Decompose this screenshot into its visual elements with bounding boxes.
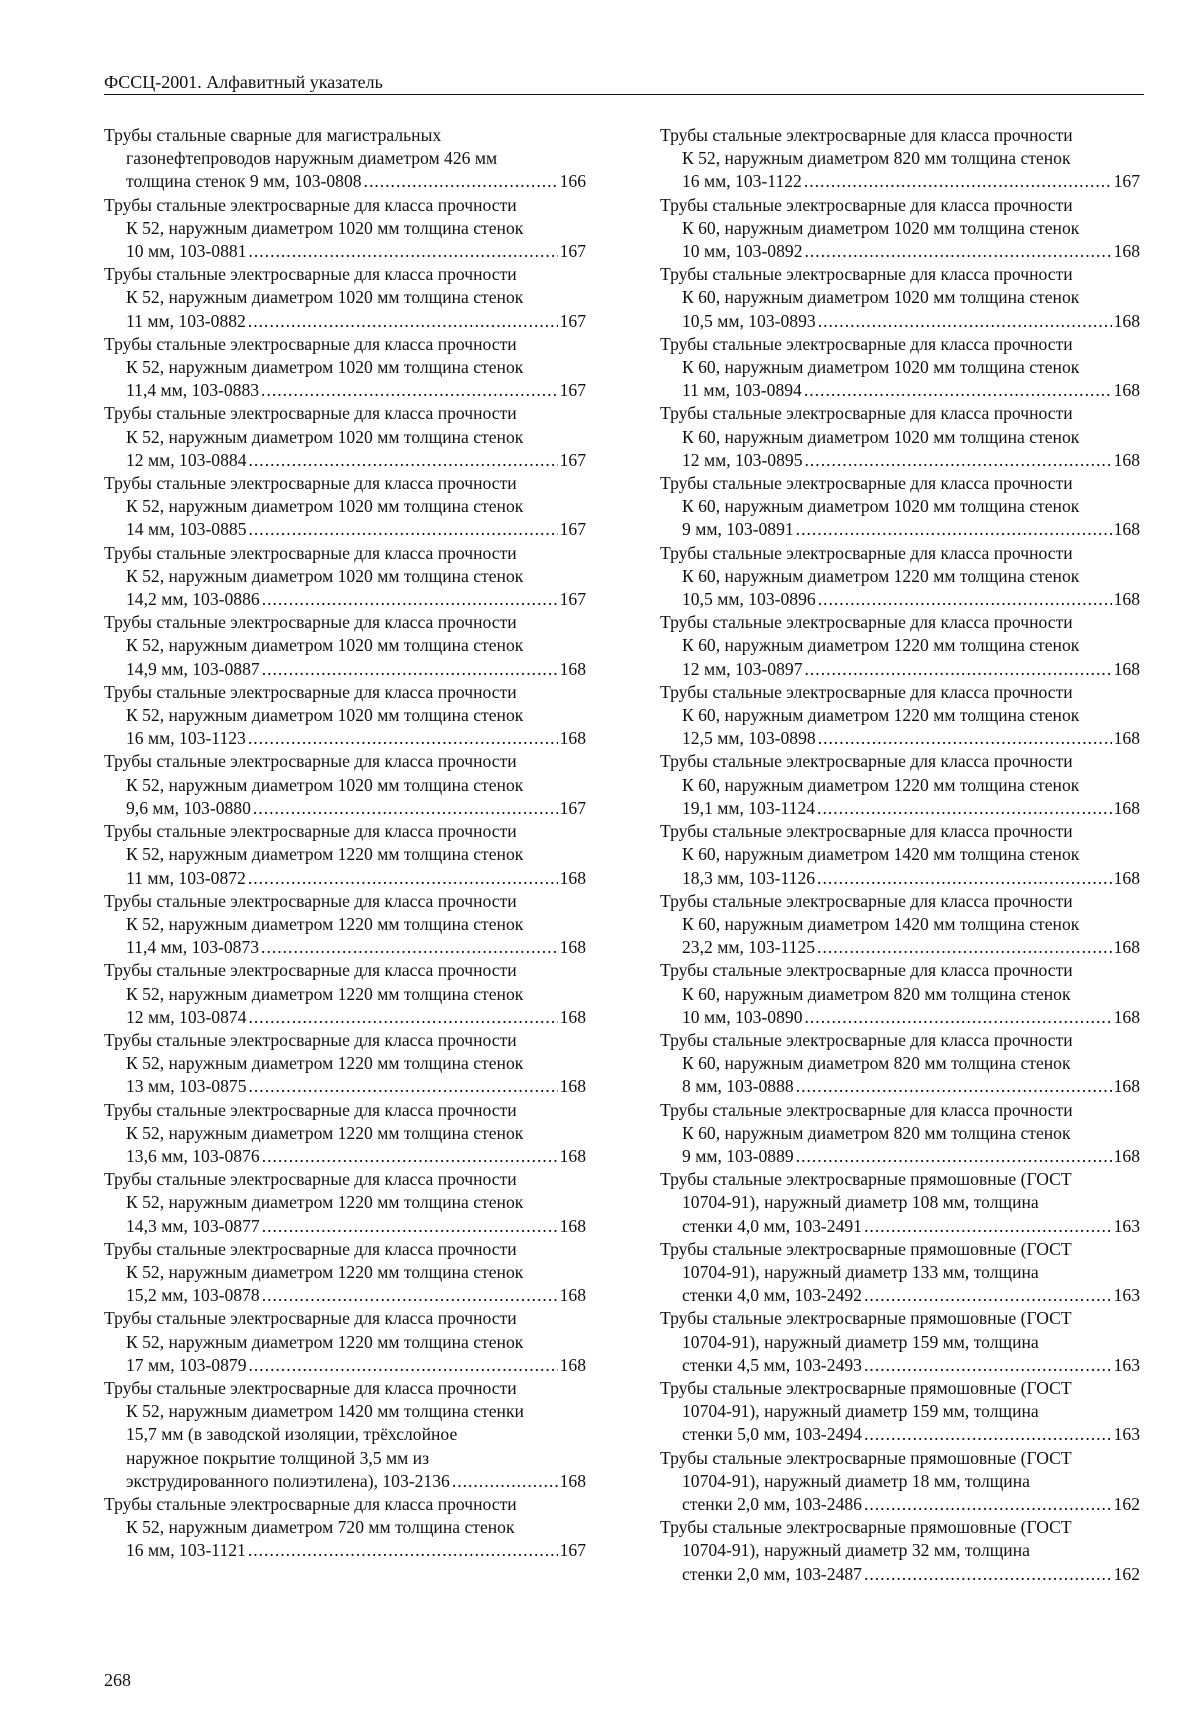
entry-page-ref: 168 (1113, 728, 1140, 749)
entry-heading: Трубы стальные электросварные для класса прочности (660, 1099, 1073, 1120)
entry-code: 11,4 мм, 103-0883 (126, 380, 260, 401)
entry-code: 19,1 мм, 103-1124 (682, 797, 816, 818)
entry-heading: Трубы стальные электросварные для класса прочности (104, 612, 517, 633)
entry-page-ref: 167 (559, 380, 586, 401)
entry-heading: Трубы стальные электросварные для класса прочности (660, 890, 1073, 911)
entry-reference-line (660, 1493, 1140, 1516)
entry-reference-line (660, 797, 1140, 820)
index-entry (104, 472, 586, 542)
entry-page-ref: 163 (1113, 1354, 1140, 1375)
dot-leader (262, 1215, 558, 1238)
entry-page-ref: 168 (559, 1354, 586, 1375)
entry-heading: Трубы стальные электросварные для класса прочности (104, 681, 517, 702)
entry-code: 9,6 мм, 103-0880 (126, 797, 251, 818)
dot-leader (818, 310, 1112, 333)
entry-continuation: К 52, наружным диаметром 1220 мм толщина стенок (126, 844, 524, 865)
entry-code: 12 мм, 103-0884 (126, 449, 247, 470)
entry-heading: Трубы стальные электросварные для класса прочности (660, 612, 1073, 633)
entry-reference-line (104, 867, 586, 890)
entry-page-ref: 168 (559, 1470, 586, 1491)
entry-page-ref: 167 (559, 519, 586, 540)
entry-code: 9 мм, 103-0889 (682, 1145, 794, 1166)
index-entry (104, 194, 586, 264)
entry-reference-line (104, 1006, 586, 1029)
entry-page-ref: 168 (1113, 658, 1140, 679)
entry-continuation: К 52, наружным диаметром 1020 мм толщина стенок (126, 287, 524, 308)
index-entry (660, 542, 1140, 612)
dot-leader (796, 518, 1112, 541)
entry-page-ref: 168 (1113, 519, 1140, 540)
entry-continuation: К 60, наружным диаметром 820 мм толщина стенок (682, 1053, 1071, 1074)
entry-reference-line (104, 936, 586, 959)
entry-page-ref: 167 (559, 1540, 586, 1561)
entry-code: 18,3 мм, 103-1126 (682, 867, 816, 888)
entry-heading: Трубы стальные электросварные для класса прочности (104, 1308, 517, 1329)
entry-continuation: К 52, наружным диаметром 820 мм толщина стенок (682, 148, 1071, 169)
dot-leader (249, 1354, 558, 1377)
entry-page-ref: 168 (559, 658, 586, 679)
entry-code: 23,2 мм, 103-1125 (682, 937, 816, 958)
dot-leader (864, 1354, 1112, 1377)
entry-reference-line (660, 310, 1140, 333)
dot-leader (864, 1493, 1112, 1516)
dot-leader (262, 1145, 558, 1168)
entry-continuation: К 52, наружным диаметром 1020 мм толщина стенок (126, 705, 524, 726)
entry-page-ref: 168 (1113, 1006, 1140, 1027)
entry-code: 16 мм, 103-1121 (126, 1540, 246, 1561)
entry-continuation: К 52, наружным диаметром 1020 мм толщина стенок (126, 774, 524, 795)
entry-code: стенки 2,0 мм, 103-2486 (682, 1493, 862, 1514)
entry-reference-line (660, 1563, 1140, 1586)
entry-code: 12 мм, 103-0897 (682, 658, 803, 679)
dot-leader (796, 1145, 1112, 1168)
dot-leader (864, 1215, 1112, 1238)
entry-reference-line (104, 1470, 586, 1493)
dot-leader (248, 727, 558, 750)
entry-reference-line (660, 1145, 1140, 1168)
entry-page-ref: 168 (1113, 241, 1140, 262)
entry-page-ref: 167 (559, 449, 586, 470)
entry-page-ref: 168 (1113, 937, 1140, 958)
entry-heading: Трубы стальные электросварные для класса прочности (660, 960, 1073, 981)
entry-continuation: К 60, наружным диаметром 820 мм толщина стенок (682, 983, 1071, 1004)
entry-heading: Трубы стальные электросварные для класса прочности (660, 333, 1073, 354)
index-entry (660, 1029, 1140, 1099)
entry-code: 14,9 мм, 103-0887 (126, 658, 260, 679)
entry-code: 10,5 мм, 103-0893 (682, 310, 816, 331)
entry-continuation: 10704-91), наружный диаметр 32 мм, толщина (682, 1540, 1030, 1561)
index-entry (660, 1238, 1140, 1308)
entry-code: 14 мм, 103-0885 (126, 519, 247, 540)
dot-leader (864, 1563, 1112, 1586)
dot-leader (817, 867, 1112, 890)
entry-reference-line (660, 1075, 1140, 1098)
entry-heading: Трубы стальные электросварные для класса прочности (660, 542, 1073, 563)
entry-heading: Трубы стальные электросварные для класса прочности (104, 333, 517, 354)
dot-leader (864, 1423, 1112, 1446)
entry-code: 14,2 мм, 103-0886 (126, 589, 260, 610)
entry-heading: Трубы стальные электросварные для класса прочности (660, 821, 1073, 842)
entry-page-ref: 168 (1113, 1145, 1140, 1166)
dot-leader (864, 1284, 1112, 1307)
entry-heading: Трубы стальные электросварные для класса прочности (660, 194, 1073, 215)
entry-continuation: 10704-91), наружный диаметр 108 мм, толщина (682, 1192, 1039, 1213)
entry-reference-line (660, 867, 1140, 890)
dot-leader (249, 518, 558, 541)
dot-leader (262, 588, 558, 611)
entry-page-ref: 168 (1113, 310, 1140, 331)
entry-reference-line (104, 1284, 586, 1307)
entry-code: 11 мм, 103-0882 (126, 310, 246, 331)
dot-leader (253, 797, 558, 820)
entry-continuation: К 60, наружным диаметром 820 мм толщина стенок (682, 1122, 1071, 1143)
entry-page-ref: 167 (559, 589, 586, 610)
index-entry (660, 1447, 1140, 1517)
entry-page-ref: 168 (559, 1285, 586, 1306)
entry-heading: Трубы стальные электросварные для класса прочности (660, 403, 1073, 424)
entry-reference-line (660, 1215, 1140, 1238)
entry-reference-line (104, 727, 586, 750)
entry-heading: Трубы стальные электросварные для класса прочности (660, 681, 1073, 702)
dot-leader (249, 449, 558, 472)
entry-reference-line (104, 1354, 586, 1377)
entry-page-ref: 168 (559, 1076, 586, 1097)
entry-reference-line (660, 658, 1140, 681)
entry-heading: Трубы стальные электросварные для класса прочности (104, 1169, 517, 1190)
index-entry (660, 750, 1140, 820)
entry-code: 13,6 мм, 103-0876 (126, 1145, 260, 1166)
index-entry (660, 333, 1140, 403)
entry-code: 11,4 мм, 103-0873 (126, 937, 260, 958)
dot-leader (364, 170, 558, 193)
index-entry (660, 1099, 1140, 1169)
dot-leader (249, 1075, 558, 1098)
entry-reference-line (660, 1354, 1140, 1377)
entry-continuation: К 52, наружным диаметром 1420 мм толщина стенки (126, 1401, 524, 1422)
entry-code: стенки 4,0 мм, 103-2492 (682, 1285, 862, 1306)
entry-page-ref: 168 (1113, 867, 1140, 888)
entry-continuation: К 60, наружным диаметром 1220 мм толщина стенок (682, 705, 1080, 726)
entry-code: 10 мм, 103-0892 (682, 241, 803, 262)
entry-heading: Трубы стальные электросварные прямошовные (ГОСТ (660, 1377, 1072, 1398)
entry-continuation: газонефтепроводов наружным диаметром 426 мм (126, 148, 498, 169)
index-entry (104, 611, 586, 681)
entry-heading: Трубы стальные электросварные для класса прочности (660, 751, 1073, 772)
dot-leader (804, 379, 1112, 402)
entry-code: 16 мм, 103-1122 (682, 171, 802, 192)
entry-continuation: К 60, наружным диаметром 1020 мм толщина стенок (682, 287, 1080, 308)
entry-continuation: К 52, наружным диаметром 1020 мм толщина стенок (126, 635, 524, 656)
entry-code: 10,5 мм, 103-0896 (682, 589, 816, 610)
entry-code: 10 мм, 103-0890 (682, 1006, 803, 1027)
entry-page-ref: 168 (1113, 1076, 1140, 1097)
dot-leader (248, 867, 558, 890)
entry-code: 17 мм, 103-0879 (126, 1354, 247, 1375)
index-column-left (104, 124, 586, 1563)
entry-code: стенки 2,0 мм, 103-2487 (682, 1563, 862, 1584)
entry-page-ref: 163 (1113, 1285, 1140, 1306)
dot-leader (249, 1006, 558, 1029)
entry-continuation: К 60, наружным диаметром 1420 мм толщина стенок (682, 913, 1080, 934)
index-entry (660, 959, 1140, 1029)
entry-page-ref: 168 (1113, 589, 1140, 610)
index-entry (104, 1307, 586, 1377)
entry-heading: Трубы стальные электросварные прямошовные (ГОСТ (660, 1447, 1072, 1468)
index-entry (660, 1377, 1140, 1447)
index-entry (104, 333, 586, 403)
entry-continuation: К 52, наружным диаметром 1020 мм толщина стенок (126, 496, 524, 517)
entry-code: стенки 4,5 мм, 103-2493 (682, 1354, 862, 1375)
entry-reference-line (660, 1006, 1140, 1029)
entry-code: 12 мм, 103-0874 (126, 1006, 247, 1027)
entry-code: стенки 5,0 мм, 103-2494 (682, 1424, 862, 1445)
entry-heading: Трубы стальные электросварные для класса прочности (104, 1099, 517, 1120)
entry-code: 12,5 мм, 103-0898 (682, 728, 816, 749)
entry-heading: Трубы стальные электросварные для класса прочности (104, 1377, 517, 1398)
entry-continuation: К 60, наружным диаметром 1220 мм толщина стенок (682, 565, 1080, 586)
entry-heading: Трубы стальные электросварные для класса прочности (104, 821, 517, 842)
index-entry (104, 1168, 586, 1238)
entry-heading: Трубы стальные электросварные прямошовные (ГОСТ (660, 1517, 1072, 1538)
entry-continuation: 10704-91), наружный диаметр 159 мм, толщина (682, 1401, 1039, 1422)
entry-reference-line (104, 518, 586, 541)
index-entry (660, 681, 1140, 751)
index-entry (104, 1493, 586, 1563)
entry-page-ref: 167 (559, 241, 586, 262)
index-entry (660, 124, 1140, 194)
entry-code: 11 мм, 103-0872 (126, 867, 246, 888)
index-entry (660, 820, 1140, 890)
entry-continuation: К 52, наружным диаметром 1020 мм толщина стенок (126, 217, 524, 238)
dot-leader (817, 936, 1112, 959)
entry-reference-line (660, 727, 1140, 750)
entry-continuation: К 60, наружным диаметром 1220 мм толщина стенок (682, 774, 1080, 795)
index-entry (104, 542, 586, 612)
entry-continuation: К 52, наружным диаметром 1220 мм толщина стенок (126, 1261, 524, 1282)
entry-code: 13 мм, 103-0875 (126, 1076, 247, 1097)
entry-heading: Трубы стальные электросварные для класса прочности (660, 473, 1073, 494)
entry-code: 15,2 мм, 103-0878 (126, 1285, 260, 1306)
entry-reference-line (104, 1215, 586, 1238)
index-entry (104, 1377, 586, 1493)
entry-reference-line (104, 240, 586, 263)
entry-page-ref: 168 (1113, 449, 1140, 470)
index-entry (104, 890, 586, 960)
entry-reference-line (104, 310, 586, 333)
entry-code: 10 мм, 103-0881 (126, 241, 247, 262)
entry-page-ref: 168 (559, 867, 586, 888)
entry-page-ref: 168 (559, 728, 586, 749)
entry-page-ref: 162 (1113, 1563, 1140, 1584)
entry-continuation: 10704-91), наружный диаметр 159 мм, толщина (682, 1331, 1039, 1352)
entry-reference-line (104, 1145, 586, 1168)
index-entry (104, 124, 586, 194)
entry-code: 16 мм, 103-1123 (126, 728, 246, 749)
entry-page-ref: 168 (559, 1215, 586, 1236)
entry-continuation: К 52, наружным диаметром 1220 мм толщина стенок (126, 983, 524, 1004)
dot-leader (248, 310, 558, 333)
entry-code: 9 мм, 103-0891 (682, 519, 794, 540)
index-entry (104, 750, 586, 820)
entry-continuation: К 52, наружным диаметром 1220 мм толщина стенок (126, 1122, 524, 1143)
entry-page-ref: 168 (1113, 797, 1140, 818)
entry-heading: Трубы стальные электросварные для класса прочности (104, 1029, 517, 1050)
entry-reference-line (660, 936, 1140, 959)
entry-page-ref: 168 (559, 937, 586, 958)
dot-leader (805, 449, 1112, 472)
index-entry (660, 1307, 1140, 1377)
index-entry (660, 1516, 1140, 1586)
entry-page-ref: 167 (559, 797, 586, 818)
entry-reference-line (104, 1539, 586, 1562)
entry-code: экструдированного полиэтилена), 103-2136 (126, 1470, 450, 1491)
entry-heading: Трубы стальные электросварные для класса прочности (104, 1493, 517, 1514)
dot-leader (804, 170, 1112, 193)
dot-leader (248, 1539, 558, 1562)
entry-reference-line (660, 1284, 1140, 1307)
page-number: 268 (104, 1670, 131, 1690)
index-entry (660, 402, 1140, 472)
entry-continuation: 10704-91), наружный диаметр 133 мм, толщина (682, 1261, 1039, 1282)
entry-continuation: К 60, наружным диаметром 1220 мм толщина стенок (682, 635, 1080, 656)
entry-continuation: К 52, наружным диаметром 1020 мм толщина стенок (126, 426, 524, 447)
dot-leader (249, 240, 558, 263)
running-header: ФССЦ-2001. Алфавитный указатель (104, 72, 1144, 95)
dot-leader (261, 936, 558, 959)
entry-continuation: К 60, наружным диаметром 1020 мм толщина стенок (682, 217, 1080, 238)
entry-reference-line (104, 588, 586, 611)
entry-heading: Трубы стальные электросварные для класса прочности (104, 1238, 517, 1259)
entry-heading: Трубы стальные электросварные для класса прочности (660, 264, 1073, 285)
index-entry (660, 611, 1140, 681)
entry-code: 11 мм, 103-0894 (682, 380, 802, 401)
entry-reference-line (104, 170, 586, 193)
index-entry (104, 959, 586, 1029)
entry-heading: Трубы стальные электросварные для класса прочности (660, 1029, 1073, 1050)
entry-page-ref: 163 (1113, 1215, 1140, 1236)
entry-page-ref: 162 (1113, 1493, 1140, 1514)
entry-continuation: К 52, наружным диаметром 1220 мм толщина стенок (126, 1053, 524, 1074)
entry-reference-line (660, 1423, 1140, 1446)
entry-page-ref: 166 (559, 171, 586, 192)
dot-leader (818, 727, 1112, 750)
entry-reference-line (660, 449, 1140, 472)
entry-continuation: К 52, наружным диаметром 1020 мм толщина стенок (126, 357, 524, 378)
entry-page-ref: 163 (1113, 1424, 1140, 1445)
index-entry (104, 1029, 586, 1099)
index-entry (104, 820, 586, 890)
entry-continuation: К 60, наружным диаметром 1020 мм толщина стенок (682, 426, 1080, 447)
entry-continuation: наружное покрытие толщиной 3,5 мм из (126, 1447, 430, 1468)
index-entry (660, 1168, 1140, 1238)
index-entry (104, 1099, 586, 1169)
entry-page-ref: 168 (559, 1145, 586, 1166)
entry-continuation: К 52, наружным диаметром 1020 мм толщина стенок (126, 565, 524, 586)
entry-heading: Трубы стальные электросварные для класса прочности (104, 542, 517, 563)
entry-page-ref: 167 (1113, 171, 1140, 192)
entry-reference-line (104, 449, 586, 472)
index-entry (104, 681, 586, 751)
entry-continuation: К 60, наружным диаметром 1420 мм толщина стенок (682, 844, 1080, 865)
entry-heading: Трубы стальные сварные для магистральных (104, 125, 442, 145)
entry-continuation: К 52, наружным диаметром 1220 мм толщина стенок (126, 1331, 524, 1352)
entry-code: 14,3 мм, 103-0877 (126, 1215, 260, 1236)
index-entry (104, 1238, 586, 1308)
entry-heading: Трубы стальные электросварные для класса прочности (104, 194, 517, 215)
entry-heading: Трубы стальные электросварные для класса прочности (104, 751, 517, 772)
entry-code: толщина стенок 9 мм, 103-0808 (126, 171, 362, 192)
entry-heading: Трубы стальные электросварные прямошовные (ГОСТ (660, 1308, 1072, 1329)
entry-reference-line (104, 1075, 586, 1098)
entry-heading: Трубы стальные электросварные прямошовные (ГОСТ (660, 1169, 1072, 1190)
entry-continuation: 15,7 мм (в заводской изоляции, трёхслойное (126, 1424, 458, 1445)
entry-continuation: К 52, наружным диаметром 720 мм толщина стенок (126, 1517, 515, 1538)
entry-heading: Трубы стальные электросварные для класса прочности (660, 125, 1073, 145)
entry-code: 8 мм, 103-0888 (682, 1076, 794, 1097)
dot-leader (796, 1075, 1112, 1098)
index-entry (104, 263, 586, 333)
entry-reference-line (660, 588, 1140, 611)
entry-page-ref: 168 (559, 1006, 586, 1027)
index-entry (104, 402, 586, 472)
entry-continuation: К 60, наружным диаметром 1020 мм толщина стенок (682, 496, 1080, 517)
entry-heading: Трубы стальные электросварные для класса прочности (104, 264, 517, 285)
entry-reference-line (660, 240, 1140, 263)
dot-leader (805, 240, 1112, 263)
index-entry (660, 890, 1140, 960)
entry-reference-line (104, 797, 586, 820)
dot-leader (262, 1284, 558, 1307)
entry-heading: Трубы стальные электросварные для класса прочности (104, 473, 517, 494)
entry-heading: Трубы стальные электросварные для класса прочности (104, 403, 517, 424)
index-entry (660, 263, 1140, 333)
dot-leader (817, 797, 1112, 820)
dot-leader (818, 588, 1112, 611)
entry-heading: Трубы стальные электросварные прямошовные (ГОСТ (660, 1238, 1072, 1259)
entry-reference-line (660, 170, 1140, 193)
dot-leader (805, 1006, 1112, 1029)
entry-reference-line (104, 658, 586, 681)
entry-reference-line (104, 379, 586, 402)
entry-continuation: К 60, наружным диаметром 1020 мм толщина стенок (682, 357, 1080, 378)
entry-page-ref: 167 (559, 310, 586, 331)
entry-reference-line (660, 518, 1140, 541)
entry-continuation: 10704-91), наружный диаметр 18 мм, толщина (682, 1470, 1030, 1491)
entry-code: 12 мм, 103-0895 (682, 449, 803, 470)
dot-leader (805, 658, 1112, 681)
entry-heading: Трубы стальные электросварные для класса прочности (104, 890, 517, 911)
entry-continuation: К 52, наружным диаметром 1220 мм толщина стенок (126, 1192, 524, 1213)
index-entry (660, 472, 1140, 542)
entry-page-ref: 168 (1113, 380, 1140, 401)
entry-heading: Трубы стальные электросварные для класса прочности (104, 960, 517, 981)
index-column-right (660, 124, 1140, 1586)
entry-code: стенки 4,0 мм, 103-2491 (682, 1215, 862, 1236)
entry-reference-line (660, 379, 1140, 402)
dot-leader (261, 379, 558, 402)
index-entry (660, 194, 1140, 264)
entry-continuation: К 52, наружным диаметром 1220 мм толщина стенок (126, 913, 524, 934)
dot-leader (262, 658, 558, 681)
dot-leader (452, 1470, 558, 1493)
